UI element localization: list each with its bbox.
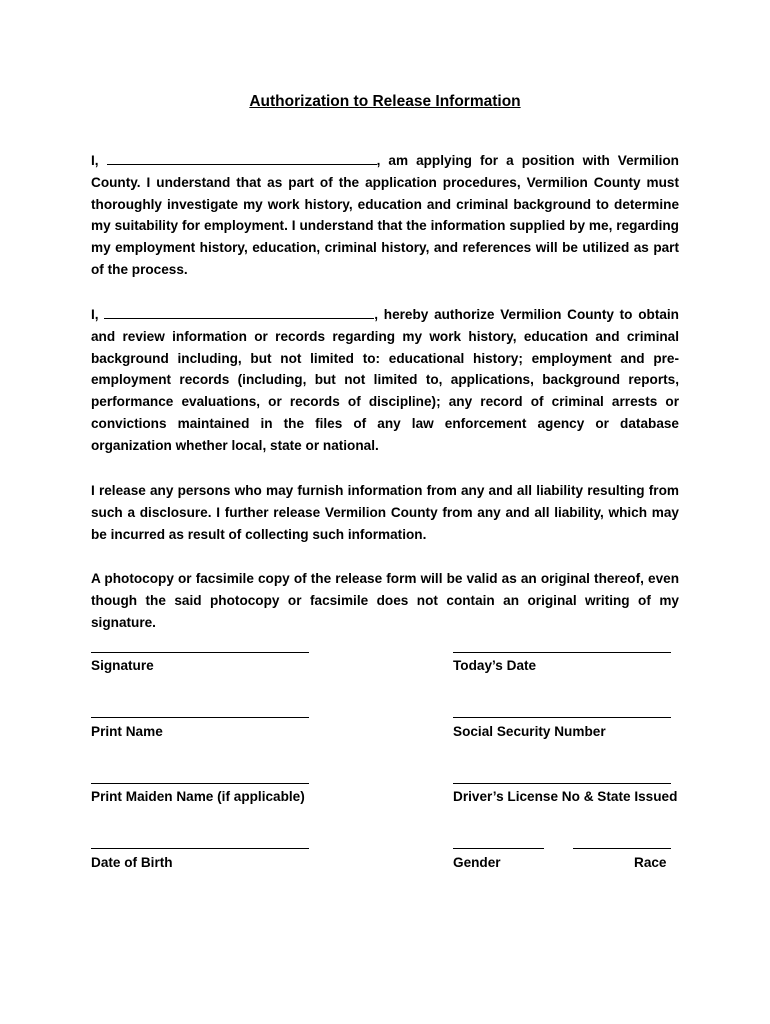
gender-line[interactable]: [453, 848, 544, 849]
applicant-name-blank-1[interactable]: [107, 152, 377, 165]
paragraph-applicant-statement: [91, 150, 679, 281]
applicant-name-blank-2[interactable]: [104, 306, 374, 319]
todays-date-label: Today’s Date: [453, 658, 537, 673]
maiden-name-line[interactable]: [91, 783, 309, 784]
document-title: Authorization to Release Information: [249, 93, 521, 110]
paragraph-1-prefix: I,: [91, 153, 99, 168]
paragraph-photocopy: A photocopy or facsimile copy of the release form will be valid as an original thereof, even though the said photocopy or facsimile does not contain an original writing of my signature.: [91, 571, 679, 630]
race-line[interactable]: [573, 848, 671, 849]
date-of-birth-label: Date of Birth: [91, 855, 173, 870]
maiden-name-label: Print Maiden Name (if applicable): [91, 789, 305, 804]
drivers-license-line[interactable]: [453, 783, 671, 784]
paragraph-authorization: [91, 304, 679, 457]
ssn-line[interactable]: [453, 717, 671, 718]
date-of-birth-line[interactable]: [91, 848, 309, 849]
gender-label: Gender: [453, 855, 501, 870]
signature-label: Signature: [91, 658, 154, 673]
print-name-line[interactable]: [91, 717, 309, 718]
ssn-label: Social Security Number: [453, 724, 606, 739]
print-name-label: Print Name: [91, 724, 163, 739]
paragraph-release: I release any persons who may furnish information from any and all liability resulting from such a disclosure. I further release Vermilion County from any and all liability, which may be incurred as result of collecting such information.: [91, 483, 679, 542]
drivers-license-label: Driver’s License No & State Issued: [453, 789, 678, 804]
signature-line[interactable]: [91, 652, 309, 653]
todays-date-line[interactable]: [453, 652, 671, 653]
race-label: Race: [634, 855, 667, 870]
paragraph-2-prefix: I,: [91, 307, 99, 322]
paragraph-1-text: , am applying for a position with Vermilion County. I understand that as part of the application procedures, Vermilion County must thoroughly investigate my work history, education and criminal background to determine my suitability for employment. I understand that the information supplied by me, regarding my employment history, education, criminal history, and references will be utilized as part of the process.: [91, 153, 679, 277]
paragraph-2-text: , hereby authorize Vermilion County to obtain and review information or records regarding my work history, education and criminal background including, but not limited to: educational history; employment and pre-employment records (including, but not limited to, applications, background reports, performance evaluations, or records of discipline); any record of criminal arrests or convictions maintained in the files of any law enforcement agency or database organization whether local, state or national.: [91, 307, 679, 453]
